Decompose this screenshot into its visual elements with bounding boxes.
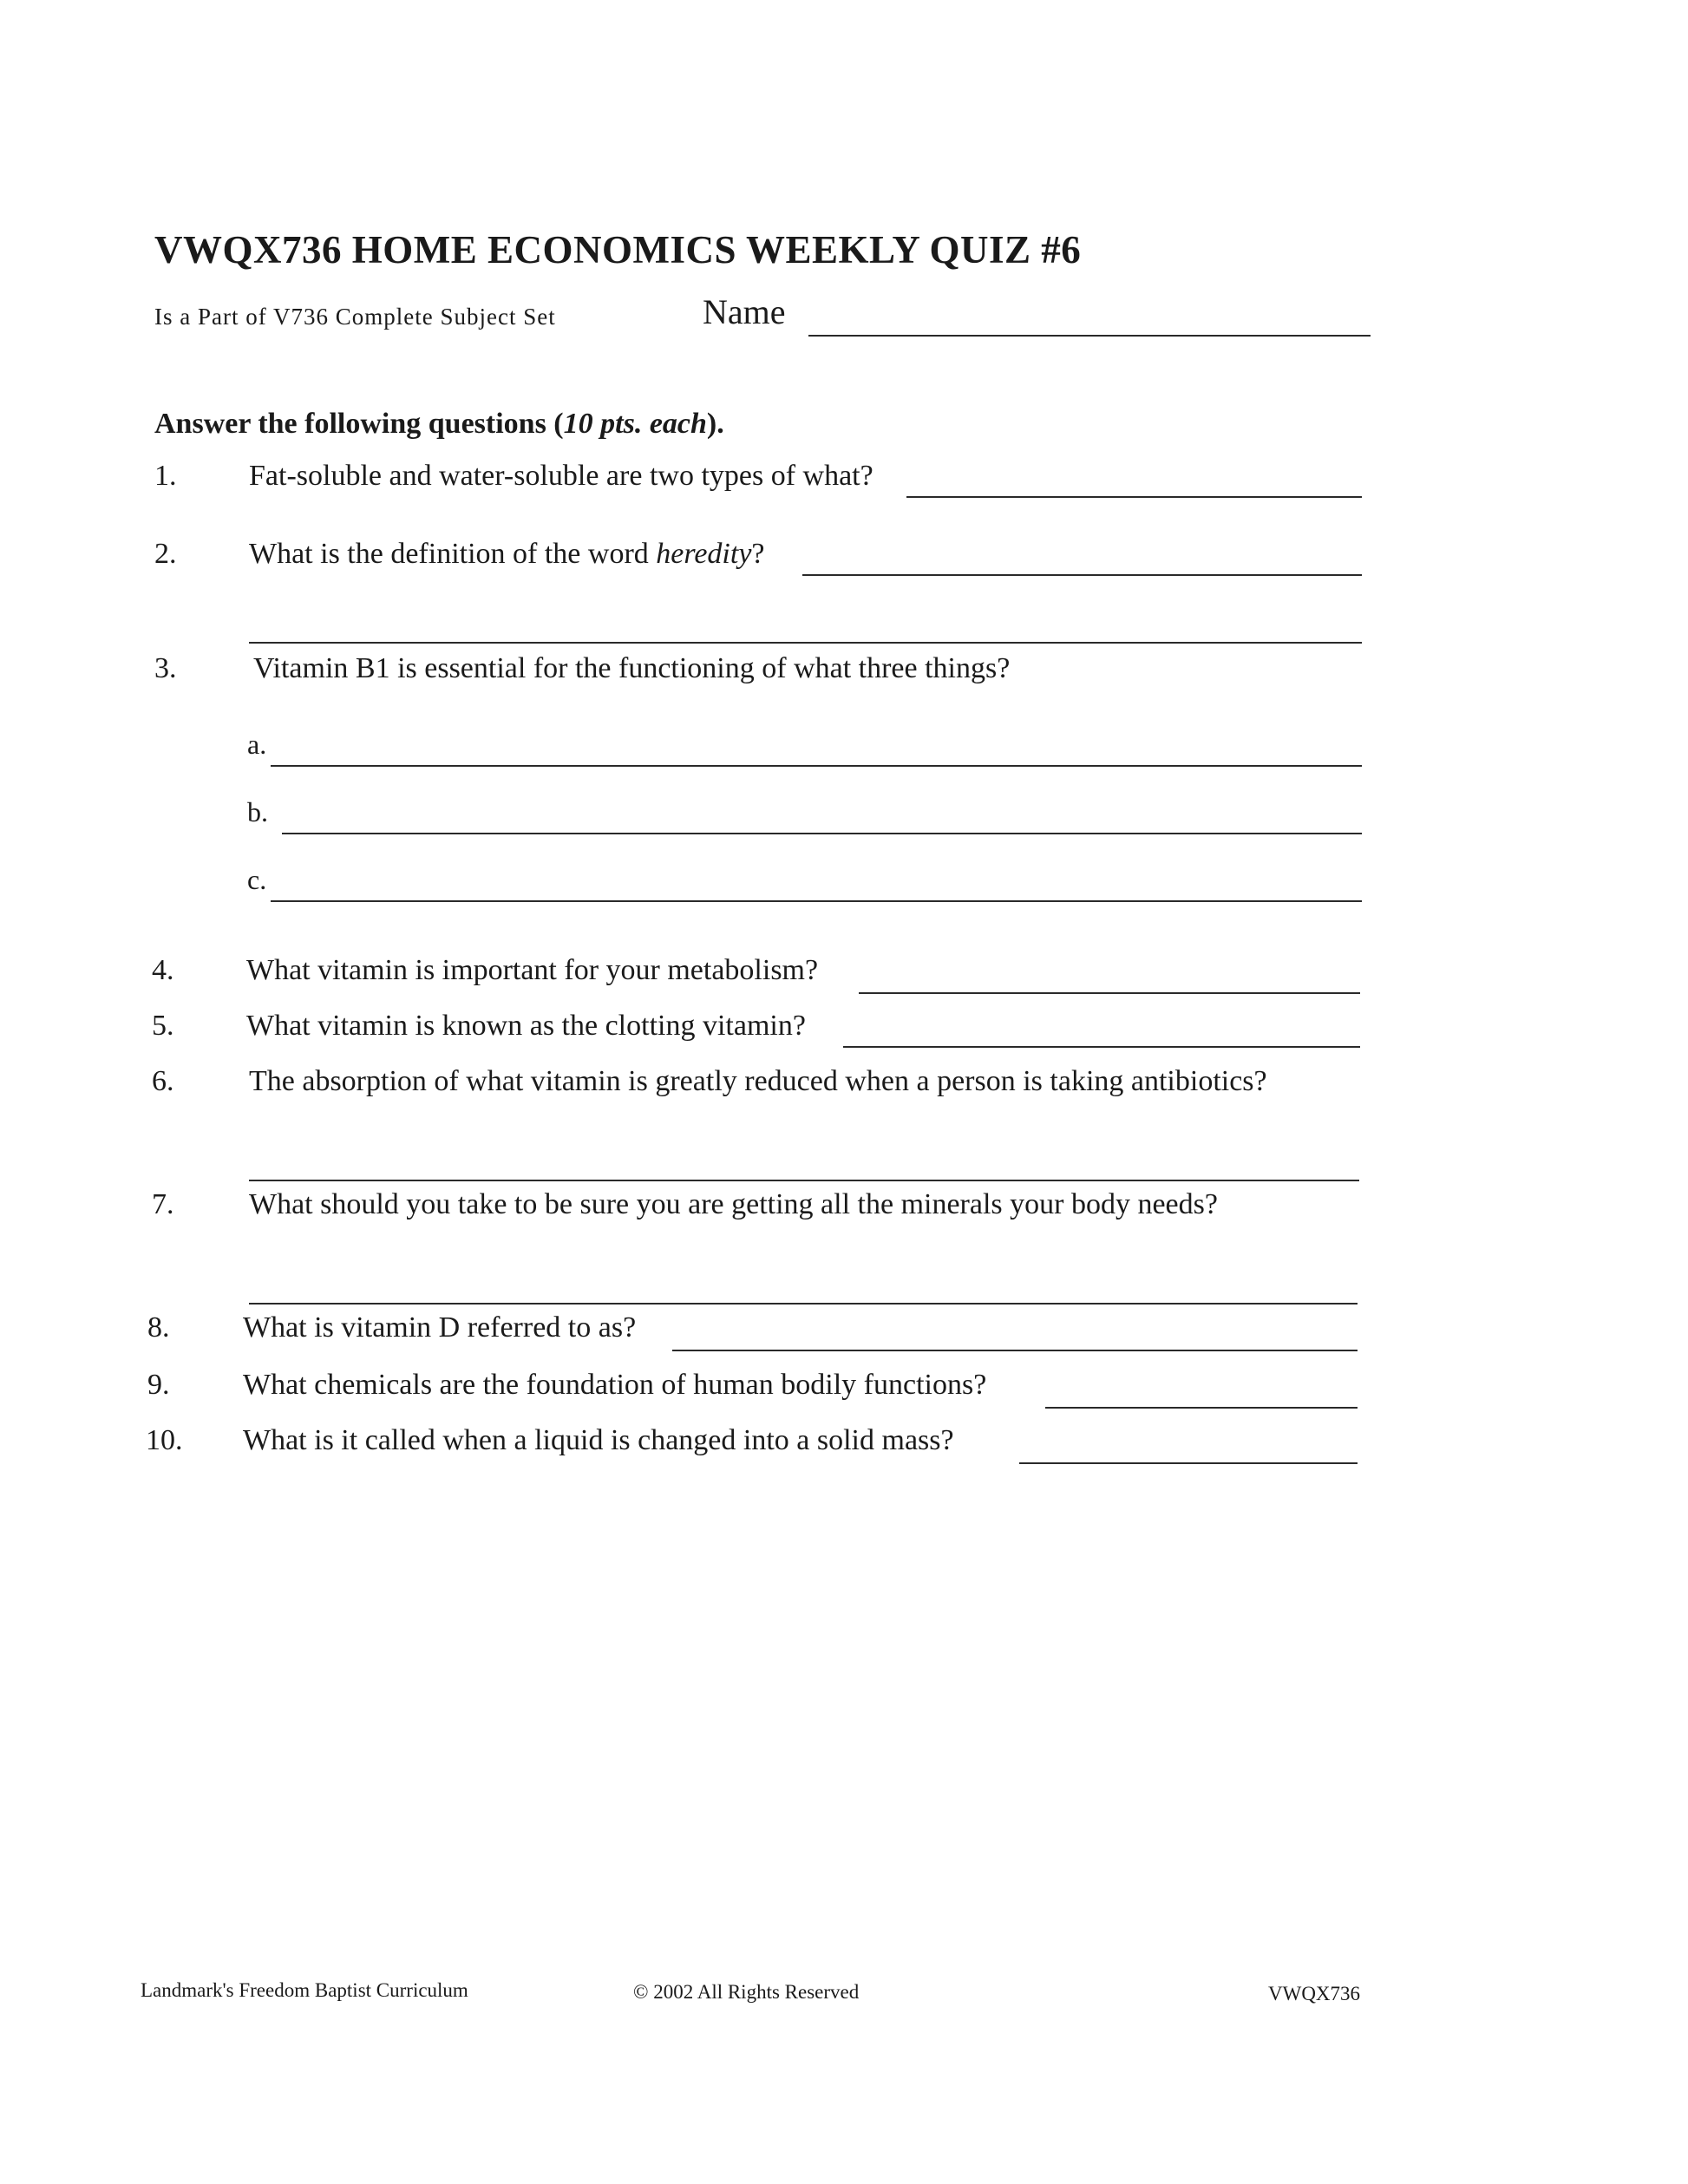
question-text: What is it called when a liquid is changed into a solid mass? <box>243 1424 954 1456</box>
question-text: What vitamin is known as the clotting vitamin? <box>246 1010 806 1042</box>
question-number: 10. <box>146 1424 183 1456</box>
question-number: 7. <box>152 1188 174 1220</box>
answer-line[interactable] <box>271 900 1362 902</box>
footer-curriculum: Landmark's Freedom Baptist Curriculum <box>141 1979 468 2001</box>
question-number: 8. <box>147 1311 170 1344</box>
answer-line[interactable] <box>843 1046 1360 1048</box>
answer-line[interactable] <box>249 1180 1359 1181</box>
footer-copyright: © 2002 All Rights Reserved <box>633 1981 860 2003</box>
answer-line[interactable] <box>672 1350 1358 1351</box>
footer-code: VWQX736 <box>1268 1983 1361 2004</box>
answer-line[interactable] <box>282 833 1362 834</box>
question-number: 9. <box>147 1369 170 1401</box>
answer-line[interactable] <box>802 574 1362 576</box>
question-text: What chemicals are the foundation of human bodily functions? <box>243 1369 987 1401</box>
quiz-subtitle: Is a Part of V736 Complete Subject Set <box>154 304 556 330</box>
question-number: 6. <box>152 1065 174 1097</box>
question-number: 5. <box>152 1010 174 1042</box>
question-text: What should you take to be sure you are getting all the minerals your body needs? <box>249 1188 1218 1220</box>
subitem-label: a. <box>247 729 267 760</box>
question-text: What is the definition of the word heredity? <box>249 538 765 570</box>
subitem-label: b. <box>247 796 268 827</box>
answer-line[interactable] <box>1045 1407 1358 1409</box>
answer-line[interactable] <box>906 496 1362 498</box>
quiz-title: VWQX736 HOME ECONOMICS WEEKLY QUIZ #6 <box>154 228 1082 271</box>
question-number: 1. <box>154 460 177 492</box>
answer-line[interactable] <box>249 1303 1358 1305</box>
answer-line[interactable] <box>859 992 1360 994</box>
subitem-label: c. <box>247 864 267 895</box>
question-text: What is vitamin D referred to as? <box>243 1311 637 1344</box>
instructions: Answer the following questions (10 pts. each). <box>154 408 724 440</box>
question-text: What vitamin is important for your metabolism? <box>246 954 819 986</box>
answer-line[interactable] <box>249 642 1362 644</box>
name-label: Name <box>703 292 786 331</box>
question-text: Vitamin B1 is essential for the functioning of what three things? <box>253 652 1011 684</box>
question-number: 2. <box>154 538 177 570</box>
answer-line[interactable] <box>1019 1462 1358 1464</box>
answer-line[interactable] <box>271 765 1362 767</box>
question-text: Fat-soluble and water-soluble are two types of what? <box>249 460 873 492</box>
question-number: 3. <box>154 652 177 684</box>
question-text: The absorption of what vitamin is greatly reduced when a person is taking antibiotics? <box>249 1065 1267 1097</box>
question-number: 4. <box>152 954 174 986</box>
name-answer-line[interactable] <box>808 335 1371 337</box>
